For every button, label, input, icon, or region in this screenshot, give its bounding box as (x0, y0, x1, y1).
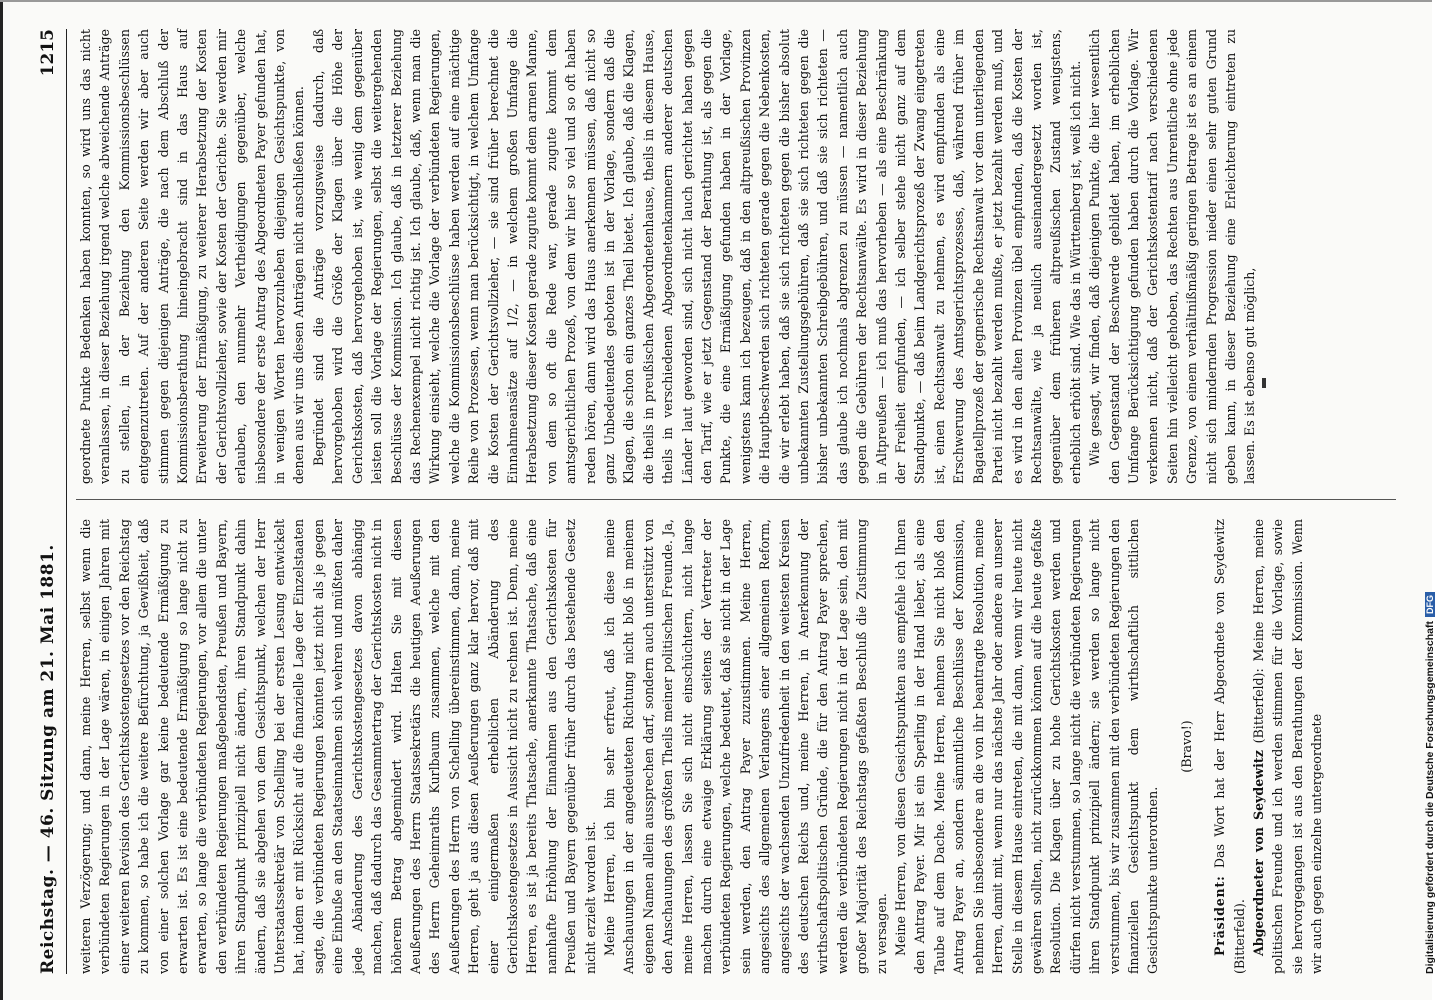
column-divider (76, 499, 1396, 500)
left-column (76, 519, 1396, 974)
applause-note: (Bravo!) (1178, 720, 1194, 773)
speaker-role: Abgeordneter von Seydewitz (1250, 750, 1266, 956)
president-text: Das Wort hat der Herr Abgeordnete von Seydewitz (Bitterfeld). (1212, 519, 1247, 974)
paragraph: weiteren Verzögerung; und dann, meine Herren, selbst wenn die verbündeten Regierungen in der Lage wären, in einigen Jahren mit einer weiteren Revision des Gerichtskostengesetzes vor den Reichstag zu kommen, so habe ich die weitere Befürchtung, ja Gewißheit, daß von einer solchen Vorlage gar keine bedeutende Ermäßigung zu erwarten ist. Es ist eine bedeutende Ermäßigung so lange nicht zu erwarten, so lange die verbündeten Regierungen, vor allem die unter den verbündeten Regierungen maßgebendsten, Preußen und Bayern, ihren Standpunkt prinzipiell nicht ändern, ihren Standpunkt dahin ändern, daß sie abgehen von dem Gesichtspunkt, welchen der Herr Unterstaatssekretär von Schelling bei der ersten Lesung entwickelt hat, indem er mit Rücksicht auf die finanzielle Lage der Einzelstaaten sagte, die verbündeten Regierungen könnten jetzt nicht als je gegen eine Einbuße an den Staatseinnahmen sich wehren und müßten daher jede Abänderung des Gerichtskostengesetzes davon abhängig machen, daß dadurch das Gesammtertrag der Gerichtskosten nicht in höherem Betrag abgemindert wird. Halten Sie mit diesen Aeußerungen des Herrn Staatssekretärs die heutigen Aeußerungen des Herrn Geheimraths Kurlbaum zusammen, welche mit den Aeußerungen des Herrn von Schelling übereinstimmen, dann, meine Herren, geht ja aus diesen Aeußerungen ganz klar hervor, daß mit einer einigermaßen erheblichen Abänderung des Gerichtskostengesetzes in Aussicht nicht zu rechnen ist. Denn, meine Herren, es ist ja bereits Thatsache, anerkannte Thatsache, daß eine namhafte Erhöhung der Einnahmen aus den Gerichtskosten für Preußen und Bayern gegenüber früher durch das bestehende Gesetz nicht erzielt worden ist. (78, 519, 598, 974)
speaker-statement (1249, 519, 1327, 974)
rotated-page-content (16, 20, 1436, 980)
paragraph: geordnete Punkte Bedenken haben konnten, so wird uns das nicht veranlassen, in dieser Beziehung irgend welche abweichende Anträge zu stellen, in der Beziehung den Kommissionsbeschlüssen entgegenzutreten. Auf der anderen Seite werden wir aber auch stimmen gegen diejenigen Anträge, die nach dem Abschluß der Kommissionsberathung hineingebracht sind in das Haus auf Erweiterung der Ermäßigung, zu weiterer Herabsetzung der Kosten der Gerichtsvollzieher, sowie der Kosten der Gerichte. Sie werden mir erlauben, den nunmehr Vertheidigungen gegenüber, welche insbesondere der erste Antrag des Abgeordneten Payer gefunden hat, in wenigen Worten hervorzuheben diejenigen Gesichtspunkte, von denen aus wir uns diesen Anträgen nicht anschließen können. (78, 29, 307, 484)
paragraph: Begründet sind die Anträge vorzugsweise dadurch, daß hervorgehoben wird die Größe der Klagen über die Höhe der Gerichtskosten, daß hervorgehoben ist, wie wenig dem gegenüber leisten soll die Vorlage der Regierungen, selbst die weitergehenden Beschlüsse der Kommission. Ich glaube, daß in letzterer Beziehung das Rechenexempel nicht richtig ist. Ich glaube, daß, wenn man die Wirkung einsieht, welche die Vorlage der verbündeten Regierungen, welche die Kommissionsbeschlüsse haben werden auf eine mächtige Reihe von Prozessen, wenn man berücksichtigt, in welchem Umfange die Kosten der Gerichtsvollzieher, — sie sind früher berechnet die Einnahmeansätze auf 1/2, — in welchem großen Umfange die Herabsetzung dieser Kosten gerade zugute kommt dem armen Manne, von dem so oft die Rede war, gerade zugute kommt dem amtsgerichtlichen Prozeß, von dem wir hier so viel und so oft haben reden hören, dann wird das Haus anerkennen müssen, daß nicht so ganz Unbedeutendes geboten ist in der Vorlage, sondern daß die Klagen, die schon ein ganzes Theil bietet. Ich glaube, daß die Klagen, die theils in preußischen Abgeordnetenhause, theils in diesem Hause, theils in verschiedenen Abgeordnetenkammern anderer deutschen Länder laut geworden sind, sich nicht lauch gerichtet haben gegen den Tarif, wie er jetzt Gegenstand der Berathung ist, als gegen die Punkte, die eine Ermäßigung gefunden haben in der Vorlage, wenigstens kann ich bezeugen, daß in den altpreußischen Provinzen die Hauptbeschwerden sich richteten gerade gegen die Nebenkosten, die wir erlebt haben, daß sie sich richteten gegen die bisher absolut unbekannten Zustellungsgebühren, daß sie sich richteten gegen die bisher unbekannten Schreibgebühren, und daß sie sich richteten — das glaube ich nochmals abgrenzen zu müssen — namentlich auch gegen die Gebühren der Rechtsanwälte. Es wird in dieser Beziehung in Altpreußen — ich muß das hervorheben — als eine Beschränkung der Freiheit empfunden, — ich selber stehe nicht ganz auf dem Standpunkte, — daß beim Landgerichtsprozeß der Zwang eingetreten ist, einen Rechtsanwalt zu nehmen, es wird empfunden als eine Erschwerung des Amtsgerichtsprozesses, daß, während früher im Bagatellprozeß der gegnerische Rechtsanwalt vor dem unterliegenden Partei nicht bezahlt werden mußte, er jetzt bezahlt werden muß, und es wird in den alten Provinzen übel empfunden, daß die Kosten der Rechtsanwälte, wie ja neulich auseinandergesetzt worden ist, gegenüber dem früheren altpreußischen Zustand wenigstens, erheblich erhöht sind. Wie das in Württemberg ist, weiß ich nicht. (310, 29, 1083, 484)
paragraph: Wie gesagt, wir finden, daß diejenigen Punkte, die hier wesentlich den Gegenstand der Beschwerde gebildet haben, im erheblichen Umfange Berücksichtigung gefunden haben durch die Vorlage. Wir verkennen nicht, daß der Gerichtskostentarif nach verschiedenen Seiten hin vielleicht gehoben, das Rechten aus Unrentliche ohne jede Grenze, von einem verhältnißmäßig geringen Betrage ist es an einem nicht sich mindernden Progression nieder einen sehr guten Grund geben kann, in dieser Beziehung eine Erleichterung eintreten zu lassen. Es ist ebenso gut möglich, (1087, 29, 1258, 484)
right-column (76, 29, 1396, 484)
president-label: Präsident: (1212, 875, 1228, 956)
running-head-title: Reichstag. — 46. Sitzung am 21. Mai 1881. (38, 544, 58, 974)
president-statement (1210, 519, 1249, 974)
scan-border-left (0, 0, 3, 1000)
print-mark (1262, 378, 1266, 388)
credit-text: Digitalisierung gefördert durch die Deutsche Forschungsgemeinschaft (1424, 621, 1436, 974)
digitization-credit (1402, 14, 1436, 974)
dfg-logo: DFG (1425, 592, 1435, 617)
speaker-text: (Bitterfeld): Meine Herren, meine politischen Freunde und ich werden stimmen für die Vorlage, sowie sie hervorgegangen ist aus den Berathungen der Kommission. Wenn wir auch gegen einzelne untergeordnete (1250, 519, 1325, 974)
running-head (36, 29, 67, 974)
paragraph: Meine Herren, von diesen Gesichtspunkten aus empfehle ich Ihnen den Antrag Payer. Mir ist ein Sperling in der Hand lieber, als eine Taube auf dem Dache. Meine Herren, nehmen Sie nicht bloß den Antrag Payer an, sondern sämmtliche Beschlüsse der Kommission, nehmen Sie insbesondere an die von ihr beantragte Resolution, meine Herren, damit mit, wenn nur das nächste Jahr oder andere an unserer Stelle in diesem Hause eintreten, die mit dann, wenn wir heute nicht gewähren sollten, nicht zurückkommen können auf die heute gefaßte Resolution. Die Klagen über zu hohe Gerichtskosten werden und dürfen nicht verstummen, so lange nicht die verbündeten Regierungen ihren Standpunkt prinzipiell ändern; sie werden so lange nicht verstummen, bis wir zusammen mit den verbündeten Regierungen den finanziellen Gesichtspunkt dem wirthschaftlich sittlichen Gesichtspunkte unterordnen. (893, 519, 1161, 974)
scan-border-top (0, 0, 1432, 2)
paragraph: Meine Herren, ich bin sehr erfreut, daß ich diese meine Anschauungen in der angedeuteten Richtung nicht bloß in meinem eigenen Namen allein aussprechen darf, sondern auch unterstützt von den Anschauungen des größten Theils meiner politischen Freunde. Ja, meine Herren, lassen Sie sich nicht einschüchtern, nicht lange machen durch eine etwaige Erklärung seitens der Vertreter der verbündeten Regierungen, welche bedeutet, daß sie nicht in der Lage sein werden, den Antrag Payer zuzustimmen. Meine Herren, angesichts des allgemeinen Verlangens einer allgemeinen Reform, angesichts der wachsenden Unzufriedenheit in den weitesten Kreisen des deutschen Reichs und, meine Herren, in Anerkennung der wirthschaftspolitischen Gründe, die für den Antrag Payer sprechen, werden die verbündeten Regierungen nicht in der Lage sein, den mit großer Majorität des Reichstags gefaßten Beschluß die Zustimmung zu versagen. (601, 519, 889, 974)
page-number: 1215 (38, 29, 58, 77)
